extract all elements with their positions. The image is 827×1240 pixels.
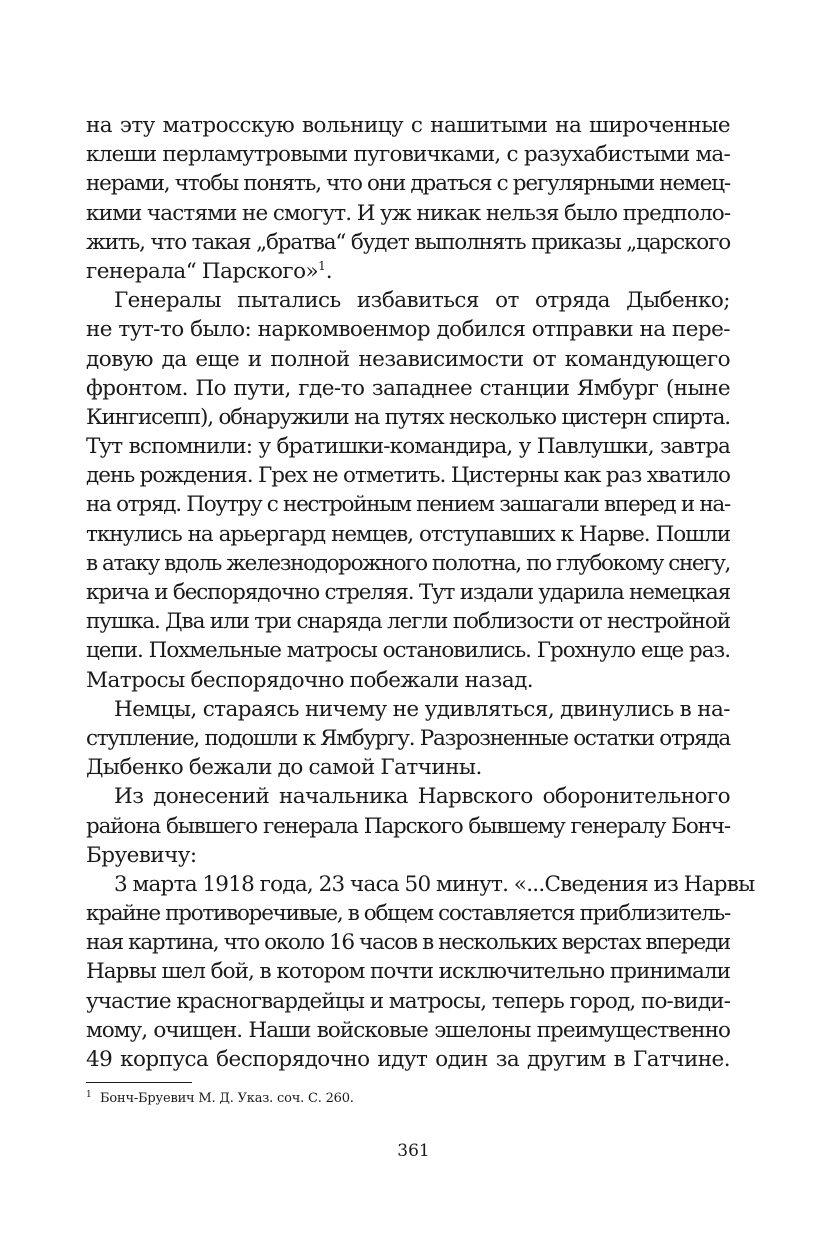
text-line: Кингисепп), обнаружили на путях несколько цистерн спирта. (86, 404, 730, 430)
text-line: Нарвы шел бой, в котором почти исключительно принимали (86, 959, 730, 985)
text-line: на отряд. Поутру с нестройным пением зашагали вперед и на- (86, 492, 730, 518)
page-number: 361 (397, 1141, 430, 1161)
footnote: 1 Бонч-Бруевич М. Д. Указ. соч. С. 260. (86, 1089, 354, 1106)
text-line: 49 корпуса беспорядочно идут один за другим в Гатчине. (86, 1047, 730, 1072)
text-line: день рождения. Грех не отметить. Цистерны как раз хватило (86, 463, 730, 489)
text-line: фронтом. По пути, где-то западнее станции Ямбург (ныне (86, 375, 730, 401)
main-text (86, 111, 755, 1074)
text-line: ткнулись на арьергард немцев, отступавших к Нарве. Пошли (86, 521, 730, 547)
text-fragment: генерала“ Парского» (86, 258, 319, 284)
text-line: Немцы, стараясь ничему не удивляться, двинулись в на- (114, 696, 730, 722)
text-line: крайне противоречивые, в общем составляется приблизитель- (86, 901, 730, 927)
text-line: Генералы пытались избавиться от отряда Дыбенко; (114, 288, 730, 314)
footnote-reference[interactable]: 1 (318, 258, 326, 273)
text-line: Дыбенко бежали до самой Гатчины. (86, 755, 482, 781)
text-line: довую да еще и полной независимости от командующего (86, 346, 730, 372)
text-line: клеши перламутровыми пуговичками, с разухабистыми ма- (86, 142, 730, 168)
text-line: мому, очищен. Наши войсковые эшелоны преимущественно (86, 1017, 730, 1043)
footnote-divider (86, 1082, 192, 1083)
text-line: ступление, подошли к Ямбургу. Разрозненные остатки отряда (86, 725, 730, 751)
text-line: района бывшего генерала Парского бывшему генералу Бонч- (86, 813, 730, 839)
text-line: участие красногвардейцы и матросы, теперь город, по-види- (86, 988, 730, 1014)
text-line: цепи. Похмельные матросы остановились. Грохнуло еще раз. (86, 638, 730, 664)
text-fragment: . (325, 258, 333, 284)
text-line: Матросы беспорядочно побежали назад. (86, 667, 534, 693)
text-line: ная картина, что около 16 часов в нескольких верстах впереди (86, 930, 730, 956)
text-line: Из донесений начальника Нарвского оборонительного (114, 784, 730, 810)
text-line: не тут-то было: наркомвоенмор добился отправки на пере- (86, 317, 730, 343)
text-line: 3 марта 1918 года, 23 часа 50 минут. «...Сведения из Нарвы (114, 871, 755, 897)
text-line: пушка. Два или три снаряда легли поблизости от нестройной (86, 609, 730, 635)
text-line: кими частями не смогут. И уж никак нельзя было предполо- (86, 200, 731, 226)
text-line: жить, что такая „братва“ будет выполнять приказы „царского (86, 229, 730, 255)
text-line: крича и беспорядочно стреляя. Тут издали ударила немецкая (86, 580, 730, 605)
text-line: нерами, чтобы понять, что они драться с регулярными немец- (86, 171, 730, 197)
text-line: в атаку вдоль железнодорожного полотна, по глубокому снегу, (86, 550, 730, 576)
footnote-text: Бонч-Бруевич М. Д. Указ. соч. С. 260. (100, 1091, 354, 1106)
text-line (86, 257, 730, 286)
text-line: Бруевичу: (86, 842, 197, 868)
text-line: Тут вспомнили: у братишки-командира, у Павлушки, завтра (86, 434, 730, 460)
text-line: на эту матросскую вольницу с нашитыми на широченные (86, 113, 730, 138)
